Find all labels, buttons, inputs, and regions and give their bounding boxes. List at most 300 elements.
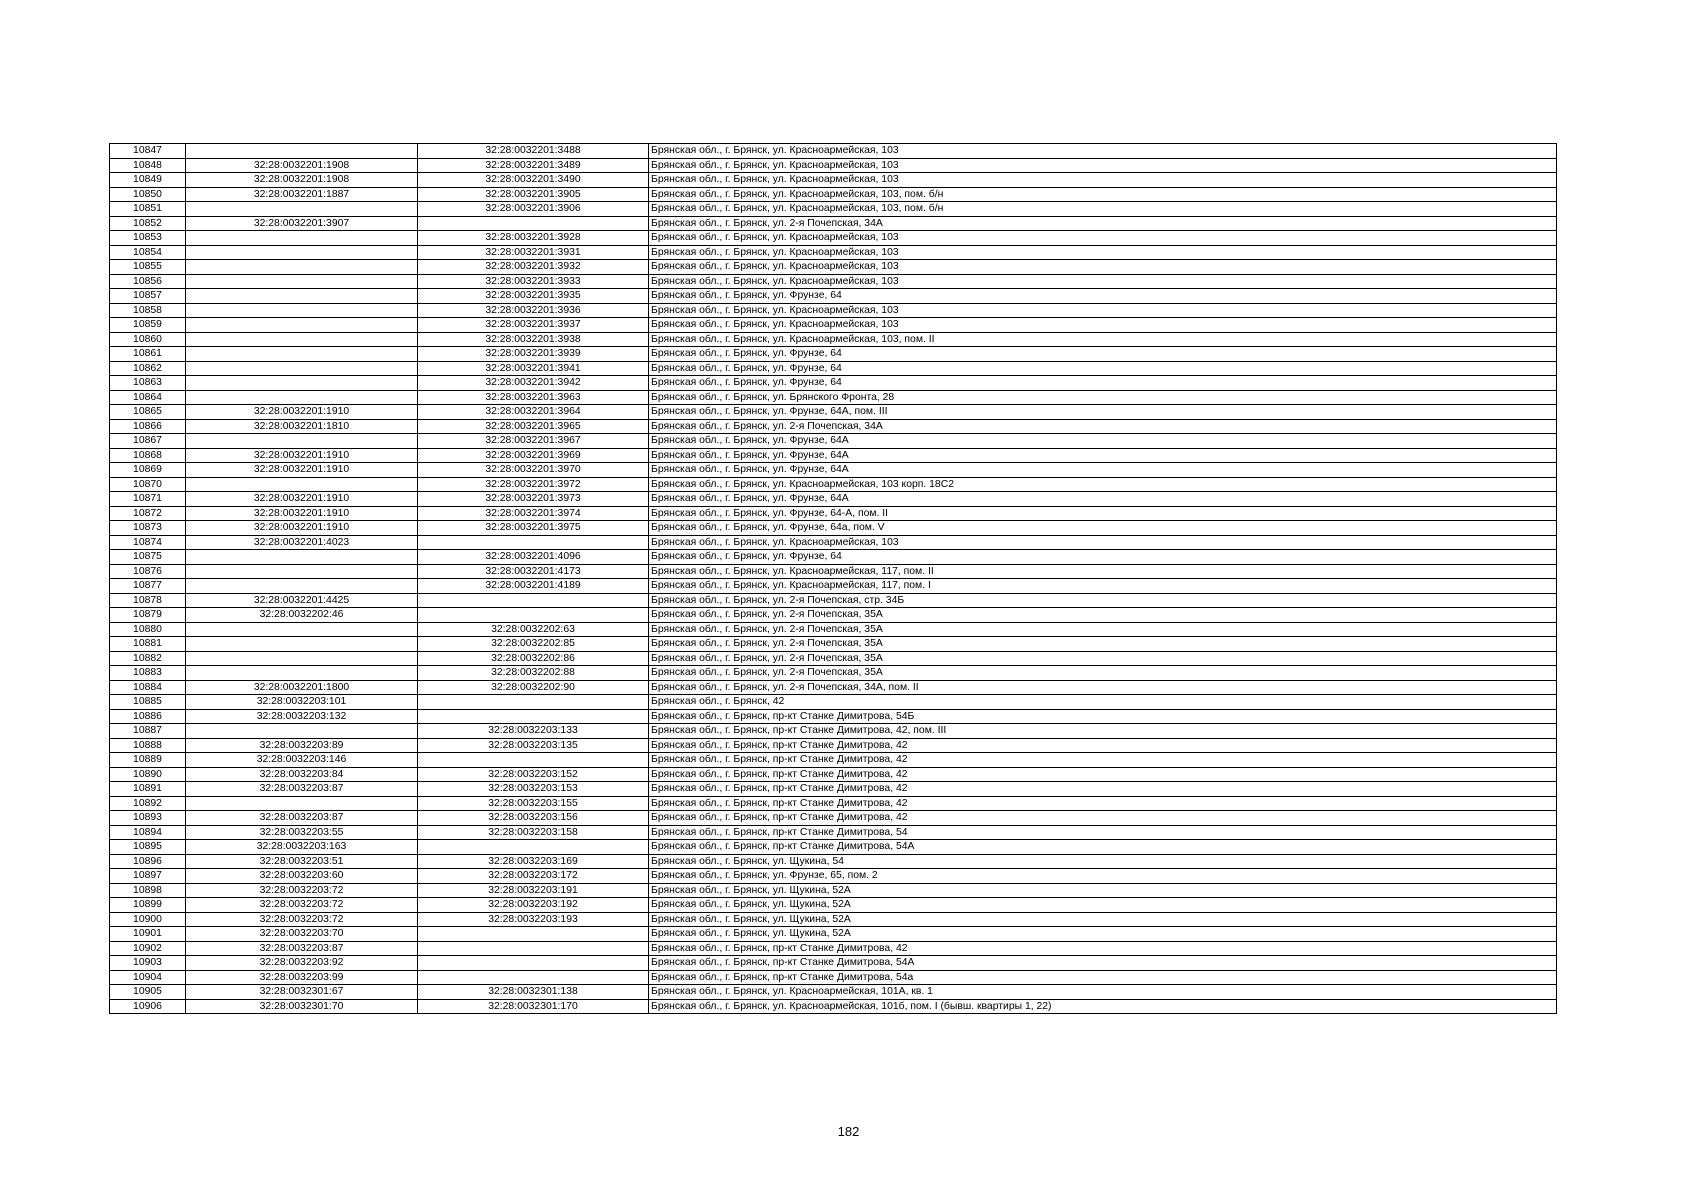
- table-row: [110, 680, 1557, 695]
- parcel-cadastral-cell: 32:28:0032201:1800: [186, 680, 418, 695]
- parcel-cadastral-cell: 32:28:0032203:87: [186, 811, 418, 826]
- parcel-cadastral-cell: [186, 245, 418, 260]
- address-cell: Брянская обл., г. Брянск, пр-кт Станке Димитрова, 42: [649, 782, 1557, 797]
- row-number-cell: 10905: [110, 985, 186, 1000]
- object-cadastral-cell: 32:28:0032201:3938: [418, 332, 649, 347]
- object-cadastral-cell: [418, 840, 649, 855]
- row-number-cell: 10863: [110, 376, 186, 391]
- object-cadastral-cell: 32:28:0032201:3963: [418, 390, 649, 405]
- row-number-cell: 10862: [110, 361, 186, 376]
- row-number-cell: 10856: [110, 274, 186, 289]
- table-row: [110, 434, 1557, 449]
- row-number-cell: 10897: [110, 869, 186, 884]
- row-number-cell: 10898: [110, 883, 186, 898]
- address-cell: Брянская обл., г. Брянск, ул. Красноармейская, 101А, кв. 1: [649, 985, 1557, 1000]
- table-row: [110, 274, 1557, 289]
- object-cadastral-cell: 32:28:0032203:193: [418, 912, 649, 927]
- parcel-cadastral-cell: [186, 724, 418, 739]
- address-cell: Брянская обл., г. Брянск, ул. Фрунзе, 64: [649, 347, 1557, 362]
- table-row: [110, 318, 1557, 333]
- row-number-cell: 10859: [110, 318, 186, 333]
- row-number-cell: 10858: [110, 303, 186, 318]
- row-number-cell: 10899: [110, 898, 186, 913]
- address-cell: Брянская обл., г. Брянск, ул. Красноармейская, 103: [649, 274, 1557, 289]
- parcel-cadastral-cell: [186, 390, 418, 405]
- address-cell: Брянская обл., г. Брянск, ул. Щукина, 52А: [649, 927, 1557, 942]
- object-cadastral-cell: 32:28:0032202:90: [418, 680, 649, 695]
- parcel-cadastral-cell: 32:28:0032203:70: [186, 927, 418, 942]
- parcel-cadastral-cell: [186, 564, 418, 579]
- row-number-cell: 10870: [110, 477, 186, 492]
- table-row: [110, 216, 1557, 231]
- address-cell: Брянская обл., г. Брянск, ул. Красноармейская, 117, пом. II: [649, 564, 1557, 579]
- table-row: [110, 999, 1557, 1014]
- object-cadastral-cell: 32:28:0032203:158: [418, 825, 649, 840]
- address-cell: Брянская обл., г. Брянск, ул. Фрунзе, 64: [649, 289, 1557, 304]
- address-cell: Брянская обл., г. Брянск, ул. Фрунзе, 64А: [649, 448, 1557, 463]
- row-number-cell: 10852: [110, 216, 186, 231]
- row-number-cell: 10882: [110, 651, 186, 666]
- parcel-cadastral-cell: 32:28:0032201:1908: [186, 158, 418, 173]
- parcel-cadastral-cell: [186, 622, 418, 637]
- parcel-cadastral-cell: 32:28:0032201:1910: [186, 405, 418, 420]
- table-row: [110, 463, 1557, 478]
- row-number-cell: 10864: [110, 390, 186, 405]
- address-cell: Брянская обл., г. Брянск, ул. 2-я Почепская, 35А: [649, 637, 1557, 652]
- row-number-cell: 10851: [110, 202, 186, 217]
- parcel-cadastral-cell: 32:28:0032201:4023: [186, 535, 418, 550]
- address-cell: Брянская обл., г. Брянск, ул. Красноармейская, 103 корп. 18С2: [649, 477, 1557, 492]
- row-number-cell: 10884: [110, 680, 186, 695]
- row-number-cell: 10873: [110, 521, 186, 536]
- object-cadastral-cell: 32:28:0032201:3967: [418, 434, 649, 449]
- row-number-cell: 10865: [110, 405, 186, 420]
- table-row: [110, 912, 1557, 927]
- address-cell: Брянская обл., г. Брянск, ул. Красноармейская, 103: [649, 535, 1557, 550]
- row-number-cell: 10872: [110, 506, 186, 521]
- address-cell: Брянская обл., г. Брянск, ул. Фрунзе, 64А: [649, 463, 1557, 478]
- table-row: [110, 419, 1557, 434]
- table-row: [110, 506, 1557, 521]
- table-row: [110, 666, 1557, 681]
- object-cadastral-cell: [418, 970, 649, 985]
- table-row: [110, 883, 1557, 898]
- table-row: [110, 651, 1557, 666]
- row-number-cell: 10878: [110, 593, 186, 608]
- object-cadastral-cell: 32:28:0032201:3490: [418, 173, 649, 188]
- parcel-cadastral-cell: 32:28:0032203:99: [186, 970, 418, 985]
- address-cell: Брянская обл., г. Брянск, ул. Щукина, 54: [649, 854, 1557, 869]
- row-number-cell: 10874: [110, 535, 186, 550]
- table-row: [110, 564, 1557, 579]
- object-cadastral-cell: 32:28:0032203:192: [418, 898, 649, 913]
- address-cell: Брянская обл., г. Брянск, пр-кт Станке Димитрова, 54А: [649, 840, 1557, 855]
- table-row: [110, 144, 1557, 159]
- parcel-cadastral-cell: 32:28:0032203:89: [186, 738, 418, 753]
- table-row: [110, 753, 1557, 768]
- object-cadastral-cell: 32:28:0032201:3928: [418, 231, 649, 246]
- address-cell: Брянская обл., г. Брянск, ул. Красноармейская, 117, пом. I: [649, 579, 1557, 594]
- row-number-cell: 10871: [110, 492, 186, 507]
- object-cadastral-cell: 32:28:0032201:3970: [418, 463, 649, 478]
- registry-table: [109, 143, 1557, 1014]
- object-cadastral-cell: 32:28:0032301:170: [418, 999, 649, 1014]
- address-cell: Брянская обл., г. Брянск, ул. Красноармейская, 103: [649, 144, 1557, 159]
- parcel-cadastral-cell: [186, 260, 418, 275]
- parcel-cadastral-cell: 32:28:0032203:72: [186, 912, 418, 927]
- table-row: [110, 622, 1557, 637]
- row-number-cell: 10895: [110, 840, 186, 855]
- object-cadastral-cell: [418, 608, 649, 623]
- address-cell: Брянская обл., г. Брянск, ул. 2-я Почепская, 34А: [649, 216, 1557, 231]
- parcel-cadastral-cell: [186, 303, 418, 318]
- row-number-cell: 10861: [110, 347, 186, 362]
- address-cell: Брянская обл., г. Брянск, ул. Красноармейская, 103: [649, 260, 1557, 275]
- object-cadastral-cell: 32:28:0032201:3931: [418, 245, 649, 260]
- table-row: [110, 970, 1557, 985]
- address-cell: Брянская обл., г. Брянск, ул. 2-я Почепская, 34А, пом. II: [649, 680, 1557, 695]
- object-cadastral-cell: 32:28:0032201:3972: [418, 477, 649, 492]
- row-number-cell: 10854: [110, 245, 186, 260]
- object-cadastral-cell: 32:28:0032201:3969: [418, 448, 649, 463]
- row-number-cell: 10876: [110, 564, 186, 579]
- row-number-cell: 10850: [110, 187, 186, 202]
- row-number-cell: 10866: [110, 419, 186, 434]
- table-row: [110, 492, 1557, 507]
- address-cell: Брянская обл., г. Брянск, ул. Красноармейская, 101б, пом. I (бывш. квартиры 1, 22): [649, 999, 1557, 1014]
- parcel-cadastral-cell: 32:28:0032201:4425: [186, 593, 418, 608]
- table-row: [110, 202, 1557, 217]
- address-cell: Брянская обл., г. Брянск, пр-кт Станке Димитрова, 42: [649, 738, 1557, 753]
- row-number-cell: 10860: [110, 332, 186, 347]
- table-row: [110, 390, 1557, 405]
- parcel-cadastral-cell: [186, 318, 418, 333]
- parcel-cadastral-cell: [186, 477, 418, 492]
- parcel-cadastral-cell: 32:28:0032203:84: [186, 767, 418, 782]
- object-cadastral-cell: 32:28:0032201:3974: [418, 506, 649, 521]
- table-row: [110, 811, 1557, 826]
- row-number-cell: 10869: [110, 463, 186, 478]
- address-cell: Брянская обл., г. Брянск, ул. Красноармейская, 103: [649, 231, 1557, 246]
- object-cadastral-cell: [418, 956, 649, 971]
- address-cell: Брянская обл., г. Брянск, ул. Фрунзе, 64-А, пом. II: [649, 506, 1557, 521]
- row-number-cell: 10867: [110, 434, 186, 449]
- row-number-cell: 10883: [110, 666, 186, 681]
- object-cadastral-cell: 32:28:0032201:3975: [418, 521, 649, 536]
- table-row: [110, 724, 1557, 739]
- address-cell: Брянская обл., г. Брянск, ул. Фрунзе, 64: [649, 376, 1557, 391]
- object-cadastral-cell: [418, 927, 649, 942]
- table-row: [110, 361, 1557, 376]
- parcel-cadastral-cell: 32:28:0032203:146: [186, 753, 418, 768]
- address-cell: Брянская обл., г. Брянск, ул. Брянского Фронта, 28: [649, 390, 1557, 405]
- table-row: [110, 289, 1557, 304]
- object-cadastral-cell: [418, 695, 649, 710]
- object-cadastral-cell: 32:28:0032201:4173: [418, 564, 649, 579]
- address-cell: Брянская обл., г. Брянск, пр-кт Станке Димитрова, 54Б: [649, 709, 1557, 724]
- parcel-cadastral-cell: [186, 434, 418, 449]
- registry-table-body: [110, 144, 1557, 1014]
- parcel-cadastral-cell: [186, 579, 418, 594]
- object-cadastral-cell: 32:28:0032201:3935: [418, 289, 649, 304]
- address-cell: Брянская обл., г. Брянск, ул. Фрунзе, 65, пом. 2: [649, 869, 1557, 884]
- object-cadastral-cell: 32:28:0032201:3942: [418, 376, 649, 391]
- parcel-cadastral-cell: 32:28:0032301:70: [186, 999, 418, 1014]
- row-number-cell: 10900: [110, 912, 186, 927]
- object-cadastral-cell: 32:28:0032201:3939: [418, 347, 649, 362]
- row-number-cell: 10901: [110, 927, 186, 942]
- address-cell: Брянская обл., г. Брянск, ул. Красноармейская, 103, пом. б/н: [649, 202, 1557, 217]
- table-row: [110, 303, 1557, 318]
- object-cadastral-cell: 32:28:0032202:88: [418, 666, 649, 681]
- table-row: [110, 985, 1557, 1000]
- row-number-cell: 10881: [110, 637, 186, 652]
- object-cadastral-cell: 32:28:0032201:3937: [418, 318, 649, 333]
- row-number-cell: 10888: [110, 738, 186, 753]
- address-cell: Брянская обл., г. Брянск, ул. Фрунзе, 64А: [649, 492, 1557, 507]
- object-cadastral-cell: 32:28:0032201:3936: [418, 303, 649, 318]
- row-number-cell: 10892: [110, 796, 186, 811]
- parcel-cadastral-cell: [186, 361, 418, 376]
- row-number-cell: 10857: [110, 289, 186, 304]
- address-cell: Брянская обл., г. Брянск, ул. Фрунзе, 64: [649, 550, 1557, 565]
- address-cell: Брянская обл., г. Брянск, ул. Красноармейская, 103: [649, 245, 1557, 260]
- address-cell: Брянская обл., г. Брянск, ул. 2-я Почепская, 35А: [649, 651, 1557, 666]
- table-row: [110, 927, 1557, 942]
- table-row: [110, 448, 1557, 463]
- table-row: [110, 941, 1557, 956]
- object-cadastral-cell: [418, 709, 649, 724]
- object-cadastral-cell: 32:28:0032203:156: [418, 811, 649, 826]
- table-row: [110, 840, 1557, 855]
- parcel-cadastral-cell: 32:28:0032301:67: [186, 985, 418, 1000]
- parcel-cadastral-cell: 32:28:0032203:163: [186, 840, 418, 855]
- object-cadastral-cell: 32:28:0032201:3488: [418, 144, 649, 159]
- table-row: [110, 535, 1557, 550]
- parcel-cadastral-cell: 32:28:0032203:87: [186, 782, 418, 797]
- address-cell: Брянская обл., г. Брянск, пр-кт Станке Димитрова, 42: [649, 753, 1557, 768]
- object-cadastral-cell: 32:28:0032201:3906: [418, 202, 649, 217]
- parcel-cadastral-cell: [186, 274, 418, 289]
- row-number-cell: 10904: [110, 970, 186, 985]
- parcel-cadastral-cell: 32:28:0032203:55: [186, 825, 418, 840]
- row-number-cell: 10902: [110, 941, 186, 956]
- address-cell: Брянская обл., г. Брянск, ул. Красноармейская, 103: [649, 303, 1557, 318]
- object-cadastral-cell: 32:28:0032201:3965: [418, 419, 649, 434]
- address-cell: Брянская обл., г. Брянск, ул. 2-я Почепская, 34А: [649, 419, 1557, 434]
- parcel-cadastral-cell: 32:28:0032203:72: [186, 883, 418, 898]
- parcel-cadastral-cell: 32:28:0032203:60: [186, 869, 418, 884]
- object-cadastral-cell: 32:28:0032202:85: [418, 637, 649, 652]
- table-row: [110, 738, 1557, 753]
- table-row: [110, 637, 1557, 652]
- object-cadastral-cell: [418, 753, 649, 768]
- address-cell: Брянская обл., г. Брянск, ул. Щукина, 52А: [649, 898, 1557, 913]
- table-row: [110, 521, 1557, 536]
- parcel-cadastral-cell: [186, 332, 418, 347]
- object-cadastral-cell: [418, 941, 649, 956]
- table-row: [110, 767, 1557, 782]
- table-row: [110, 477, 1557, 492]
- table-row: [110, 173, 1557, 188]
- address-cell: Брянская обл., г. Брянск, пр-кт Станке Димитрова, 42: [649, 796, 1557, 811]
- row-number-cell: 10896: [110, 854, 186, 869]
- object-cadastral-cell: 32:28:0032203:153: [418, 782, 649, 797]
- object-cadastral-cell: 32:28:0032201:3933: [418, 274, 649, 289]
- table-row: [110, 347, 1557, 362]
- address-cell: Брянская обл., г. Брянск, пр-кт Станке Димитрова, 42: [649, 941, 1557, 956]
- row-number-cell: 10885: [110, 695, 186, 710]
- row-number-cell: 10848: [110, 158, 186, 173]
- object-cadastral-cell: 32:28:0032201:4189: [418, 579, 649, 594]
- row-number-cell: 10880: [110, 622, 186, 637]
- object-cadastral-cell: 32:28:0032201:3932: [418, 260, 649, 275]
- table-row: [110, 332, 1557, 347]
- row-number-cell: 10887: [110, 724, 186, 739]
- table-row: [110, 593, 1557, 608]
- table-row: [110, 709, 1557, 724]
- row-number-cell: 10868: [110, 448, 186, 463]
- object-cadastral-cell: 32:28:0032301:138: [418, 985, 649, 1000]
- address-cell: Брянская обл., г. Брянск, ул. Фрунзе, 64А, пом. III: [649, 405, 1557, 420]
- address-cell: Брянская обл., г. Брянск, ул. 2-я Почепская, 35А: [649, 608, 1557, 623]
- parcel-cadastral-cell: 32:28:0032201:1910: [186, 506, 418, 521]
- address-cell: Брянская обл., г. Брянск, 42: [649, 695, 1557, 710]
- table-row: [110, 782, 1557, 797]
- table-row: [110, 825, 1557, 840]
- object-cadastral-cell: 32:28:0032201:4096: [418, 550, 649, 565]
- address-cell: Брянская обл., г. Брянск, ул. 2-я Почепская, 35А: [649, 622, 1557, 637]
- parcel-cadastral-cell: [186, 289, 418, 304]
- table-row: [110, 898, 1557, 913]
- table-row: [110, 550, 1557, 565]
- parcel-cadastral-cell: [186, 376, 418, 391]
- address-cell: Брянская обл., г. Брянск, пр-кт Станке Димитрова, 54А: [649, 956, 1557, 971]
- row-number-cell: 10886: [110, 709, 186, 724]
- parcel-cadastral-cell: 32:28:0032203:92: [186, 956, 418, 971]
- object-cadastral-cell: 32:28:0032203:191: [418, 883, 649, 898]
- table-row: [110, 796, 1557, 811]
- row-number-cell: 10847: [110, 144, 186, 159]
- parcel-cadastral-cell: [186, 796, 418, 811]
- row-number-cell: 10875: [110, 550, 186, 565]
- table-row: [110, 376, 1557, 391]
- object-cadastral-cell: 32:28:0032203:152: [418, 767, 649, 782]
- object-cadastral-cell: 32:28:0032201:3489: [418, 158, 649, 173]
- parcel-cadastral-cell: 32:28:0032203:72: [186, 898, 418, 913]
- address-cell: Брянская обл., г. Брянск, пр-кт Станке Димитрова, 42, пом. III: [649, 724, 1557, 739]
- parcel-cadastral-cell: [186, 651, 418, 666]
- parcel-cadastral-cell: 32:28:0032201:1910: [186, 521, 418, 536]
- address-cell: Брянская обл., г. Брянск, ул. Красноармейская, 103, пом. б/н: [649, 187, 1557, 202]
- address-cell: Брянская обл., г. Брянск, ул. Фрунзе, 64: [649, 361, 1557, 376]
- address-cell: Брянская обл., г. Брянск, ул. 2-я Почепская, 35А: [649, 666, 1557, 681]
- object-cadastral-cell: 32:28:0032203:169: [418, 854, 649, 869]
- address-cell: Брянская обл., г. Брянск, ул. Красноармейская, 103, пом. II: [649, 332, 1557, 347]
- table-row: [110, 245, 1557, 260]
- table-row: [110, 260, 1557, 275]
- object-cadastral-cell: 32:28:0032203:133: [418, 724, 649, 739]
- table-row: [110, 158, 1557, 173]
- parcel-cadastral-cell: [186, 637, 418, 652]
- row-number-cell: 10891: [110, 782, 186, 797]
- table-row: [110, 869, 1557, 884]
- parcel-cadastral-cell: 32:28:0032201:1810: [186, 419, 418, 434]
- address-cell: Брянская обл., г. Брянск, ул. Щукина, 52А: [649, 883, 1557, 898]
- parcel-cadastral-cell: 32:28:0032203:132: [186, 709, 418, 724]
- parcel-cadastral-cell: [186, 347, 418, 362]
- table-row: [110, 579, 1557, 594]
- parcel-cadastral-cell: 32:28:0032201:3907: [186, 216, 418, 231]
- parcel-cadastral-cell: 32:28:0032201:1910: [186, 448, 418, 463]
- object-cadastral-cell: [418, 593, 649, 608]
- parcel-cadastral-cell: 32:28:0032201:1910: [186, 463, 418, 478]
- object-cadastral-cell: [418, 535, 649, 550]
- table-row: [110, 608, 1557, 623]
- parcel-cadastral-cell: 32:28:0032201:1908: [186, 173, 418, 188]
- object-cadastral-cell: [418, 216, 649, 231]
- row-number-cell: 10877: [110, 579, 186, 594]
- table-row: [110, 854, 1557, 869]
- object-cadastral-cell: 32:28:0032201:3964: [418, 405, 649, 420]
- object-cadastral-cell: 32:28:0032202:63: [418, 622, 649, 637]
- table-row: [110, 405, 1557, 420]
- address-cell: Брянская обл., г. Брянск, ул. 2-я Почепская, стр. 34Б: [649, 593, 1557, 608]
- object-cadastral-cell: 32:28:0032202:86: [418, 651, 649, 666]
- row-number-cell: 10893: [110, 811, 186, 826]
- row-number-cell: 10894: [110, 825, 186, 840]
- row-number-cell: 10903: [110, 956, 186, 971]
- object-cadastral-cell: 32:28:0032201:3941: [418, 361, 649, 376]
- table-row: [110, 956, 1557, 971]
- parcel-cadastral-cell: 32:28:0032201:1910: [186, 492, 418, 507]
- address-cell: Брянская обл., г. Брянск, пр-кт Станке Димитрова, 42: [649, 767, 1557, 782]
- address-cell: Брянская обл., г. Брянск, ул. Фрунзе, 64а, пом. V: [649, 521, 1557, 536]
- parcel-cadastral-cell: [186, 231, 418, 246]
- row-number-cell: 10890: [110, 767, 186, 782]
- parcel-cadastral-cell: 32:28:0032203:51: [186, 854, 418, 869]
- parcel-cadastral-cell: 32:28:0032202:46: [186, 608, 418, 623]
- table-row: [110, 187, 1557, 202]
- row-number-cell: 10889: [110, 753, 186, 768]
- table-row: [110, 695, 1557, 710]
- address-cell: Брянская обл., г. Брянск, пр-кт Станке Димитрова, 42: [649, 811, 1557, 826]
- object-cadastral-cell: 32:28:0032203:135: [418, 738, 649, 753]
- object-cadastral-cell: 32:28:0032201:3973: [418, 492, 649, 507]
- address-cell: Брянская обл., г. Брянск, ул. Красноармейская, 103: [649, 318, 1557, 333]
- object-cadastral-cell: 32:28:0032203:172: [418, 869, 649, 884]
- parcel-cadastral-cell: [186, 144, 418, 159]
- address-cell: Брянская обл., г. Брянск, пр-кт Станке Димитрова, 54: [649, 825, 1557, 840]
- row-number-cell: 10855: [110, 260, 186, 275]
- row-number-cell: 10879: [110, 608, 186, 623]
- page-number: 182: [837, 1124, 860, 1139]
- parcel-cadastral-cell: [186, 666, 418, 681]
- address-cell: Брянская обл., г. Брянск, ул. Красноармейская, 103: [649, 173, 1557, 188]
- address-cell: Брянская обл., г. Брянск, пр-кт Станке Димитрова, 54а: [649, 970, 1557, 985]
- parcel-cadastral-cell: 32:28:0032203:87: [186, 941, 418, 956]
- parcel-cadastral-cell: 32:28:0032203:101: [186, 695, 418, 710]
- row-number-cell: 10853: [110, 231, 186, 246]
- object-cadastral-cell: 32:28:0032203:155: [418, 796, 649, 811]
- table-row: [110, 231, 1557, 246]
- parcel-cadastral-cell: [186, 202, 418, 217]
- parcel-cadastral-cell: 32:28:0032201:1887: [186, 187, 418, 202]
- address-cell: Брянская обл., г. Брянск, ул. Фрунзе, 64А: [649, 434, 1557, 449]
- row-number-cell: 10906: [110, 999, 186, 1014]
- row-number-cell: 10849: [110, 173, 186, 188]
- parcel-cadastral-cell: [186, 550, 418, 565]
